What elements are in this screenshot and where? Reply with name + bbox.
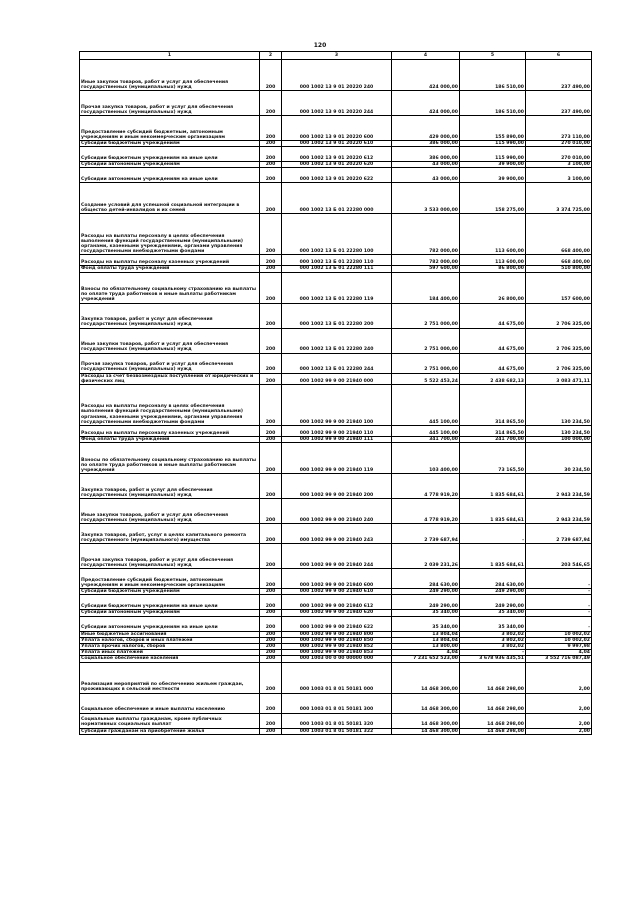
- table-row: [80, 443, 592, 474]
- approved-amount-cell: 13 804,04: [392, 637, 460, 643]
- executed-amount-cell: 314 865,50: [460, 385, 526, 426]
- table-row: [80, 141, 592, 147]
- row-line-code-cell: 200: [260, 266, 282, 272]
- approved-amount-cell: 2 751 000,00: [392, 353, 460, 373]
- approved-amount-cell: 445 100,00: [392, 385, 460, 426]
- row-name-cell: Прочая закупка товаров, работ и услуг для обеспечения государственных (муниципальных) нужд: [80, 91, 260, 116]
- table-row: [80, 147, 592, 162]
- row-name-cell: Расходы на выплаты персоналу казенных учреждений: [80, 255, 260, 266]
- executed-amount-cell: 115 990,00: [460, 147, 526, 162]
- unexecuted-amount-cell: 2 706 325,00: [526, 303, 592, 328]
- unexecuted-amount-cell: 203 546,65: [526, 544, 592, 569]
- unexecuted-amount-cell: 3 100,00: [526, 168, 592, 183]
- table-row: [80, 116, 592, 141]
- unexecuted-amount-cell: 2 706 325,00: [526, 353, 592, 373]
- row-line-code-cell: 200: [260, 385, 282, 426]
- table-row: [80, 183, 592, 214]
- unexecuted-amount-cell: 4,04: [526, 650, 592, 656]
- table-row: [80, 353, 592, 373]
- approved-amount-cell: 5 522 453,24: [392, 373, 460, 384]
- unexecuted-amount-cell: 9 997,98: [526, 644, 592, 650]
- executed-amount-cell: 73 165,50: [460, 443, 526, 474]
- table-row: [80, 303, 592, 328]
- table-row: [80, 328, 592, 353]
- row-name-cell: Иные закупки товаров, работ и услуг для обеспечения государственных (муниципальных) нужд: [80, 60, 260, 91]
- approved-amount-cell: 103 400,00: [392, 443, 460, 474]
- row-name-cell: Субсидии автономным учреждениям: [80, 162, 260, 168]
- executed-amount-cell: 155 890,00: [460, 116, 526, 141]
- approved-amount-cell: 249 290,00: [392, 589, 460, 595]
- table-row: [80, 595, 592, 610]
- approved-amount-cell: 2 751 000,00: [392, 328, 460, 353]
- approved-amount-cell: 14 468 300,00: [392, 713, 460, 728]
- row-line-code-cell: 200: [260, 713, 282, 728]
- table-row: [80, 168, 592, 183]
- approved-amount-cell: 14 468 300,00: [392, 728, 460, 734]
- column-header: 2: [260, 52, 282, 60]
- unexecuted-amount-cell: 3 100,00: [526, 162, 592, 168]
- row-line-code-cell: 200: [260, 353, 282, 373]
- table-row: [80, 589, 592, 595]
- row-line-code-cell: 200: [260, 272, 282, 303]
- approved-amount-cell: 249 290,00: [392, 595, 460, 610]
- row-line-code-cell: 200: [260, 595, 282, 610]
- table-row: [80, 266, 592, 272]
- budget-code-cell: 000 1002 99 9 00 21940 119: [282, 443, 392, 474]
- unexecuted-amount-cell: 30 234,50: [526, 443, 592, 474]
- unexecuted-amount-cell: -: [526, 589, 592, 595]
- approved-amount-cell: 424 000,00: [392, 60, 460, 91]
- executed-amount-cell: 113 600,00: [460, 255, 526, 266]
- row-name-cell: Социальные выплаты гражданам, кроме публичных нормативных социальных выплат: [80, 713, 260, 728]
- budget-code-cell: 000 1002 99 9 00 21940 200: [282, 474, 392, 499]
- row-line-code-cell: 200: [260, 443, 282, 474]
- row-line-code-cell: 200: [260, 524, 282, 544]
- row-line-code-cell: 200: [260, 116, 282, 141]
- row-line-code-cell: 200: [260, 616, 282, 631]
- approved-amount-cell: 429 000,00: [392, 116, 460, 141]
- table-row: [80, 385, 592, 426]
- unexecuted-amount-cell: 2,00: [526, 728, 592, 734]
- row-line-code-cell: 200: [260, 693, 282, 713]
- row-name-cell: Уплата иных платежей: [80, 650, 260, 656]
- table-row: [80, 631, 592, 637]
- approved-amount-cell: 2 739 687,94: [392, 524, 460, 544]
- unexecuted-amount-cell: 237 490,00: [526, 91, 592, 116]
- row-line-code-cell: 200: [260, 656, 282, 662]
- row-line-code-cell: 200: [260, 499, 282, 524]
- row-name-cell: Иные закупки товаров, работ и услуг для обеспечения государственных (муниципальных) нужд: [80, 328, 260, 353]
- approved-amount-cell: 35 340,00: [392, 610, 460, 616]
- row-name-cell: Взносы по обязательному социальному страхованию на выплаты по оплате труда работников и иные выплаты работникам учреждений: [80, 443, 260, 474]
- budget-code-cell: 000 1002 99 9 00 21940 610: [282, 589, 392, 595]
- page-number: 120: [313, 42, 327, 49]
- column-header: 5: [460, 52, 526, 60]
- row-name-cell: Уплата прочих налогов, сборов: [80, 644, 260, 650]
- executed-amount-cell: 3 802,02: [460, 637, 526, 643]
- row-line-code-cell: 200: [260, 644, 282, 650]
- row-name-cell: Реализация мероприятий по обеспечению жильем граждан, проживающих в сельской местности: [80, 662, 260, 693]
- executed-amount-cell: 44 675,00: [460, 303, 526, 328]
- table-row: [80, 255, 592, 266]
- executed-amount-cell: 249 290,00: [460, 589, 526, 595]
- approved-amount-cell: 14 468 300,00: [392, 693, 460, 713]
- executed-amount-cell: 86 800,00: [460, 266, 526, 272]
- executed-amount-cell: 14 468 298,00: [460, 693, 526, 713]
- executed-amount-cell: 3 802,02: [460, 631, 526, 637]
- approved-amount-cell: 14 468 300,00: [392, 662, 460, 693]
- row-name-cell: Субсидии автономным учреждениям: [80, 610, 260, 616]
- budget-code-cell: 000 1002 13 Б 01 22280 110: [282, 255, 392, 266]
- row-name-cell: Фонд оплаты труда учреждений: [80, 266, 260, 272]
- approved-amount-cell: 284 630,00: [392, 569, 460, 589]
- row-line-code-cell: 200: [260, 141, 282, 147]
- executed-amount-cell: 1 835 684,61: [460, 499, 526, 524]
- table-body: [80, 60, 592, 735]
- row-line-code-cell: 200: [260, 650, 282, 656]
- unexecuted-amount-cell: 2,00: [526, 713, 592, 728]
- row-name-cell: Субсидии автономным учреждениям на иные цели: [80, 168, 260, 183]
- unexecuted-amount-cell: 100 000,00: [526, 437, 592, 443]
- budget-code-cell: 000 1002 99 9 00 21940 850: [282, 637, 392, 643]
- table-row: [80, 373, 592, 384]
- budget-code-cell: 000 1003 01 8 01 50181 000: [282, 662, 392, 693]
- budget-code-cell: 000 1002 99 9 00 21940 612: [282, 595, 392, 610]
- executed-amount-cell: 14 468 298,00: [460, 713, 526, 728]
- row-name-cell: Иные закупки товаров, работ и услуг для обеспечения государственных (муниципальных) нужд: [80, 499, 260, 524]
- table-row: [80, 60, 592, 91]
- row-name-cell: Социальное обеспечение и иные выплаты населению: [80, 693, 260, 713]
- unexecuted-amount-cell: 2,00: [526, 662, 592, 693]
- row-name-cell: Расходы на выплаты персоналу в целях обеспечения выполнения функций государственными (муниципальными) органами, казенными учреждениями, органами управления государственными внебюджетными фондами: [80, 385, 260, 426]
- unexecuted-amount-cell: 157 600,00: [526, 272, 592, 303]
- approved-amount-cell: 445 100,00: [392, 426, 460, 437]
- unexecuted-amount-cell: 2,00: [526, 693, 592, 713]
- unexecuted-amount-cell: -: [526, 569, 592, 589]
- executed-amount-cell: 39 900,00: [460, 162, 526, 168]
- table-row: [80, 644, 592, 650]
- table-row: [80, 713, 592, 728]
- budget-code-cell: 000 1002 13 9 01 20220 612: [282, 147, 392, 162]
- executed-amount-cell: 115 990,00: [460, 141, 526, 147]
- budget-code-cell: 000 1002 99 9 00 21940 622: [282, 616, 392, 631]
- unexecuted-amount-cell: -: [526, 610, 592, 616]
- row-line-code-cell: 200: [260, 437, 282, 443]
- table-row: [80, 426, 592, 437]
- executed-amount-cell: 1 835 684,61: [460, 474, 526, 499]
- column-header: 3: [282, 52, 392, 60]
- row-line-code-cell: 200: [260, 91, 282, 116]
- budget-code-cell: 000 1002 99 9 00 21940 852: [282, 644, 392, 650]
- budget-code-cell: 000 1002 13 Б 01 22280 000: [282, 183, 392, 214]
- executed-amount-cell: 249 290,00: [460, 595, 526, 610]
- row-line-code-cell: 200: [260, 162, 282, 168]
- row-line-code-cell: 200: [260, 589, 282, 595]
- row-line-code-cell: 200: [260, 303, 282, 328]
- approved-amount-cell: 424 000,00: [392, 91, 460, 116]
- table-row: [80, 91, 592, 116]
- row-name-cell: Субсидии бюджетным учреждениям: [80, 589, 260, 595]
- approved-amount-cell: 43 000,00: [392, 162, 460, 168]
- executed-amount-cell: 35 340,00: [460, 616, 526, 631]
- row-name-cell: Закупка товаров, работ и услуг для обеспечения государственных (муниципальных) нужд: [80, 474, 260, 499]
- row-name-cell: Прочая закупка товаров, работ и услуг для обеспечения государственных (муниципальных) нужд: [80, 353, 260, 373]
- row-line-code-cell: 200: [260, 255, 282, 266]
- unexecuted-amount-cell: 270 010,00: [526, 147, 592, 162]
- unexecuted-amount-cell: 668 400,00: [526, 255, 592, 266]
- executed-amount-cell: 241 700,00: [460, 437, 526, 443]
- budget-code-cell: 000 1002 99 9 00 21940 000: [282, 373, 392, 384]
- unexecuted-amount-cell: -: [526, 616, 592, 631]
- executed-amount-cell: 314 865,50: [460, 426, 526, 437]
- executed-amount-cell: 158 275,00: [460, 183, 526, 214]
- unexecuted-amount-cell: 10 002,02: [526, 637, 592, 643]
- table-row: [80, 272, 592, 303]
- row-name-cell: Закупка товаров, работ и услуг для обеспечения государственных (муниципальных) нужд: [80, 303, 260, 328]
- approved-amount-cell: 386 000,00: [392, 141, 460, 147]
- row-name-cell: Субсидии бюджетным учреждениям на иные цели: [80, 595, 260, 610]
- approved-amount-cell: 35 340,00: [392, 616, 460, 631]
- unexecuted-amount-cell: 3 374 725,00: [526, 183, 592, 214]
- approved-amount-cell: 43 000,00: [392, 168, 460, 183]
- row-name-cell: Предоставление субсидий бюджетным, автономным учреждениям и иным некоммерческим организациям: [80, 116, 260, 141]
- budget-code-cell: 000 1002 99 9 00 21940 853: [282, 650, 392, 656]
- unexecuted-amount-cell: 130 234,50: [526, 385, 592, 426]
- budget-code-cell: 000 1002 99 9 00 21940 111: [282, 437, 392, 443]
- approved-amount-cell: 597 600,00: [392, 266, 460, 272]
- approved-amount-cell: 782 000,00: [392, 255, 460, 266]
- budget-code-cell: 000 1003 01 8 01 50181 320: [282, 713, 392, 728]
- budget-code-cell: 000 1002 99 9 00 21940 110: [282, 426, 392, 437]
- row-line-code-cell: 200: [260, 426, 282, 437]
- row-line-code-cell: 200: [260, 373, 282, 384]
- budget-code-cell: 000 1003 01 8 01 50181 300: [282, 693, 392, 713]
- approved-amount-cell: 341 700,00: [392, 437, 460, 443]
- row-line-code-cell: 200: [260, 569, 282, 589]
- row-name-cell: Закупка товаров, работ, услуг в целях капитального ремонта государственного (муниципального) имущества: [80, 524, 260, 544]
- approved-amount-cell: 3 533 000,00: [392, 183, 460, 214]
- table-row: [80, 656, 592, 662]
- unexecuted-amount-cell: 10 002,02: [526, 631, 592, 637]
- table-row: [80, 499, 592, 524]
- executed-amount-cell: 113 600,00: [460, 214, 526, 255]
- budget-code-cell: 000 1002 99 9 00 21940 100: [282, 385, 392, 426]
- budget-code-cell: 000 1002 13 Б 01 22280 244: [282, 353, 392, 373]
- table-row: [80, 474, 592, 499]
- table-row: [80, 616, 592, 631]
- budget-table: [79, 51, 592, 735]
- row-line-code-cell: 200: [260, 631, 282, 637]
- row-line-code-cell: 200: [260, 662, 282, 693]
- column-header: 4: [392, 52, 460, 60]
- row-name-cell: Создание условий для успешной социальной интеграции в общество детей-инвалидов и их семей: [80, 183, 260, 214]
- approved-amount-cell: 7 231 652 523,00: [392, 656, 460, 662]
- unexecuted-amount-cell: 130 234,50: [526, 426, 592, 437]
- budget-code-cell: 000 1002 13 9 01 20220 622: [282, 168, 392, 183]
- approved-amount-cell: 13 804,04: [392, 631, 460, 637]
- table-row: [80, 214, 592, 255]
- executed-amount-cell: 1 835 684,61: [460, 544, 526, 569]
- budget-code-cell: 000 1003 01 8 01 50181 322: [282, 728, 392, 734]
- row-line-code-cell: 200: [260, 147, 282, 162]
- approved-amount-cell: 4,04: [392, 650, 460, 656]
- table-row: [80, 524, 592, 544]
- table-row: [80, 162, 592, 168]
- budget-code-cell: 000 1002 13 Б 01 22280 119: [282, 272, 392, 303]
- column-header: 6: [526, 52, 592, 60]
- row-line-code-cell: 200: [260, 183, 282, 214]
- executed-amount-cell: 35 340,00: [460, 610, 526, 616]
- budget-code-cell: 000 1002 13 9 01 20220 610: [282, 141, 392, 147]
- executed-amount-cell: 44 675,00: [460, 353, 526, 373]
- approved-amount-cell: 386 000,00: [392, 147, 460, 162]
- row-name-cell: Расходы на выплаты персоналу в целях обеспечения выполнения функций государственными (муниципальными) органами, казенными учреждениями, органами управления государственными внебюджетными фондами: [80, 214, 260, 255]
- table-row: [80, 437, 592, 443]
- budget-code-cell: 000 1002 99 9 00 21940 600: [282, 569, 392, 589]
- row-line-code-cell: 200: [260, 214, 282, 255]
- unexecuted-amount-cell: 237 490,00: [526, 60, 592, 91]
- table-row: [80, 569, 592, 589]
- budget-code-cell: 000 1002 13 Б 01 22280 200: [282, 303, 392, 328]
- row-line-code-cell: 200: [260, 168, 282, 183]
- row-name-cell: Субсидии автономным учреждениям на иные цели: [80, 616, 260, 631]
- row-line-code-cell: 200: [260, 60, 282, 91]
- table-row: [80, 544, 592, 569]
- executed-amount-cell: 2 438 682,13: [460, 373, 526, 384]
- executed-amount-cell: -: [460, 524, 526, 544]
- budget-code-cell: 000 1002 13 9 01 20220 240: [282, 60, 392, 91]
- table-row: [80, 693, 592, 713]
- unexecuted-amount-cell: 270 010,00: [526, 141, 592, 147]
- row-line-code-cell: 200: [260, 474, 282, 499]
- row-name-cell: Взносы по обязательному социальному страхованию на выплаты по оплате труда работников и иные выплаты работникам учреждений: [80, 272, 260, 303]
- executed-amount-cell: 186 510,00: [460, 60, 526, 91]
- budget-code-cell: 000 1002 99 9 00 21940 243: [282, 524, 392, 544]
- executed-amount-cell: -: [460, 650, 526, 656]
- row-name-cell: Фонд оплаты труда учреждений: [80, 437, 260, 443]
- budget-code-cell: 000 1003 00 0 00 00000 000: [282, 656, 392, 662]
- executed-amount-cell: 14 468 298,00: [460, 662, 526, 693]
- unexecuted-amount-cell: 668 400,00: [526, 214, 592, 255]
- approved-amount-cell: 4 778 919,20: [392, 499, 460, 524]
- approved-amount-cell: 184 400,00: [392, 272, 460, 303]
- table-row: [80, 662, 592, 693]
- executed-amount-cell: 26 800,00: [460, 272, 526, 303]
- approved-amount-cell: 4 778 919,20: [392, 474, 460, 499]
- row-name-cell: Расходы на выплаты персоналу казенных учреждений: [80, 426, 260, 437]
- approved-amount-cell: 2 751 000,00: [392, 303, 460, 328]
- unexecuted-amount-cell: 2 739 687,94: [526, 524, 592, 544]
- row-line-code-cell: 200: [260, 637, 282, 643]
- unexecuted-amount-cell: 273 110,00: [526, 116, 592, 141]
- row-line-code-cell: 200: [260, 728, 282, 734]
- budget-code-cell: 000 1002 99 9 00 21940 620: [282, 610, 392, 616]
- executed-amount-cell: 3 802,02: [460, 644, 526, 650]
- column-header: 1: [80, 52, 260, 60]
- executed-amount-cell: 186 510,00: [460, 91, 526, 116]
- unexecuted-amount-cell: -: [526, 595, 592, 610]
- unexecuted-amount-cell: 3 083 471,11: [526, 373, 592, 384]
- approved-amount-cell: 782 000,00: [392, 214, 460, 255]
- budget-code-cell: 000 1002 13 Б 01 22280 111: [282, 266, 392, 272]
- row-name-cell: Уплата налогов, сборов и иных платежей: [80, 637, 260, 643]
- row-name-cell: Прочая закупка товаров, работ и услуг для обеспечения государственных (муниципальных) нужд: [80, 544, 260, 569]
- executed-amount-cell: 44 675,00: [460, 328, 526, 353]
- row-name-cell: Расходы за счет безвозмездных поступлений от юридических и физических лиц: [80, 373, 260, 384]
- row-name-cell: Субсидии бюджетным учреждениям на иные цели: [80, 147, 260, 162]
- table-row: [80, 637, 592, 643]
- row-name-cell: Субсидии гражданам на приобретение жилья: [80, 728, 260, 734]
- executed-amount-cell: 3 678 936 435,51: [460, 656, 526, 662]
- budget-code-cell: 000 1002 13 9 01 20220 620: [282, 162, 392, 168]
- row-name-cell: Иные бюджетные ассигнования: [80, 631, 260, 637]
- row-line-code-cell: 200: [260, 544, 282, 569]
- table-row: [80, 728, 592, 734]
- approved-amount-cell: 2 039 231,26: [392, 544, 460, 569]
- budget-code-cell: 000 1002 13 9 01 20220 244: [282, 91, 392, 116]
- budget-code-cell: 000 1002 99 9 00 21940 800: [282, 631, 392, 637]
- row-name-cell: Субсидии бюджетным учреждениям: [80, 141, 260, 147]
- budget-code-cell: 000 1002 99 9 00 21940 240: [282, 499, 392, 524]
- row-name-cell: Предоставление субсидий бюджетным, автономным учреждениям и иным некоммерческим организациям: [80, 569, 260, 589]
- executed-amount-cell: 39 900,00: [460, 168, 526, 183]
- unexecuted-amount-cell: 3 552 716 087,49: [526, 656, 592, 662]
- unexecuted-amount-cell: 510 800,00: [526, 266, 592, 272]
- unexecuted-amount-cell: 2 706 325,00: [526, 328, 592, 353]
- table-row: [80, 610, 592, 616]
- row-name-cell: Социальное обеспечение населения: [80, 656, 260, 662]
- budget-code-cell: 000 1002 13 9 01 20220 600: [282, 116, 392, 141]
- row-line-code-cell: 200: [260, 328, 282, 353]
- unexecuted-amount-cell: 2 943 234,59: [526, 474, 592, 499]
- budget-code-cell: 000 1002 13 Б 01 22280 240: [282, 328, 392, 353]
- row-line-code-cell: 200: [260, 610, 282, 616]
- approved-amount-cell: 13 800,00: [392, 644, 460, 650]
- unexecuted-amount-cell: 2 943 234,59: [526, 499, 592, 524]
- executed-amount-cell: 284 630,00: [460, 569, 526, 589]
- budget-code-cell: 000 1002 13 Б 01 22280 100: [282, 214, 392, 255]
- budget-code-cell: 000 1002 99 9 00 21940 244: [282, 544, 392, 569]
- header-row: [80, 52, 592, 60]
- executed-amount-cell: 14 468 298,00: [460, 728, 526, 734]
